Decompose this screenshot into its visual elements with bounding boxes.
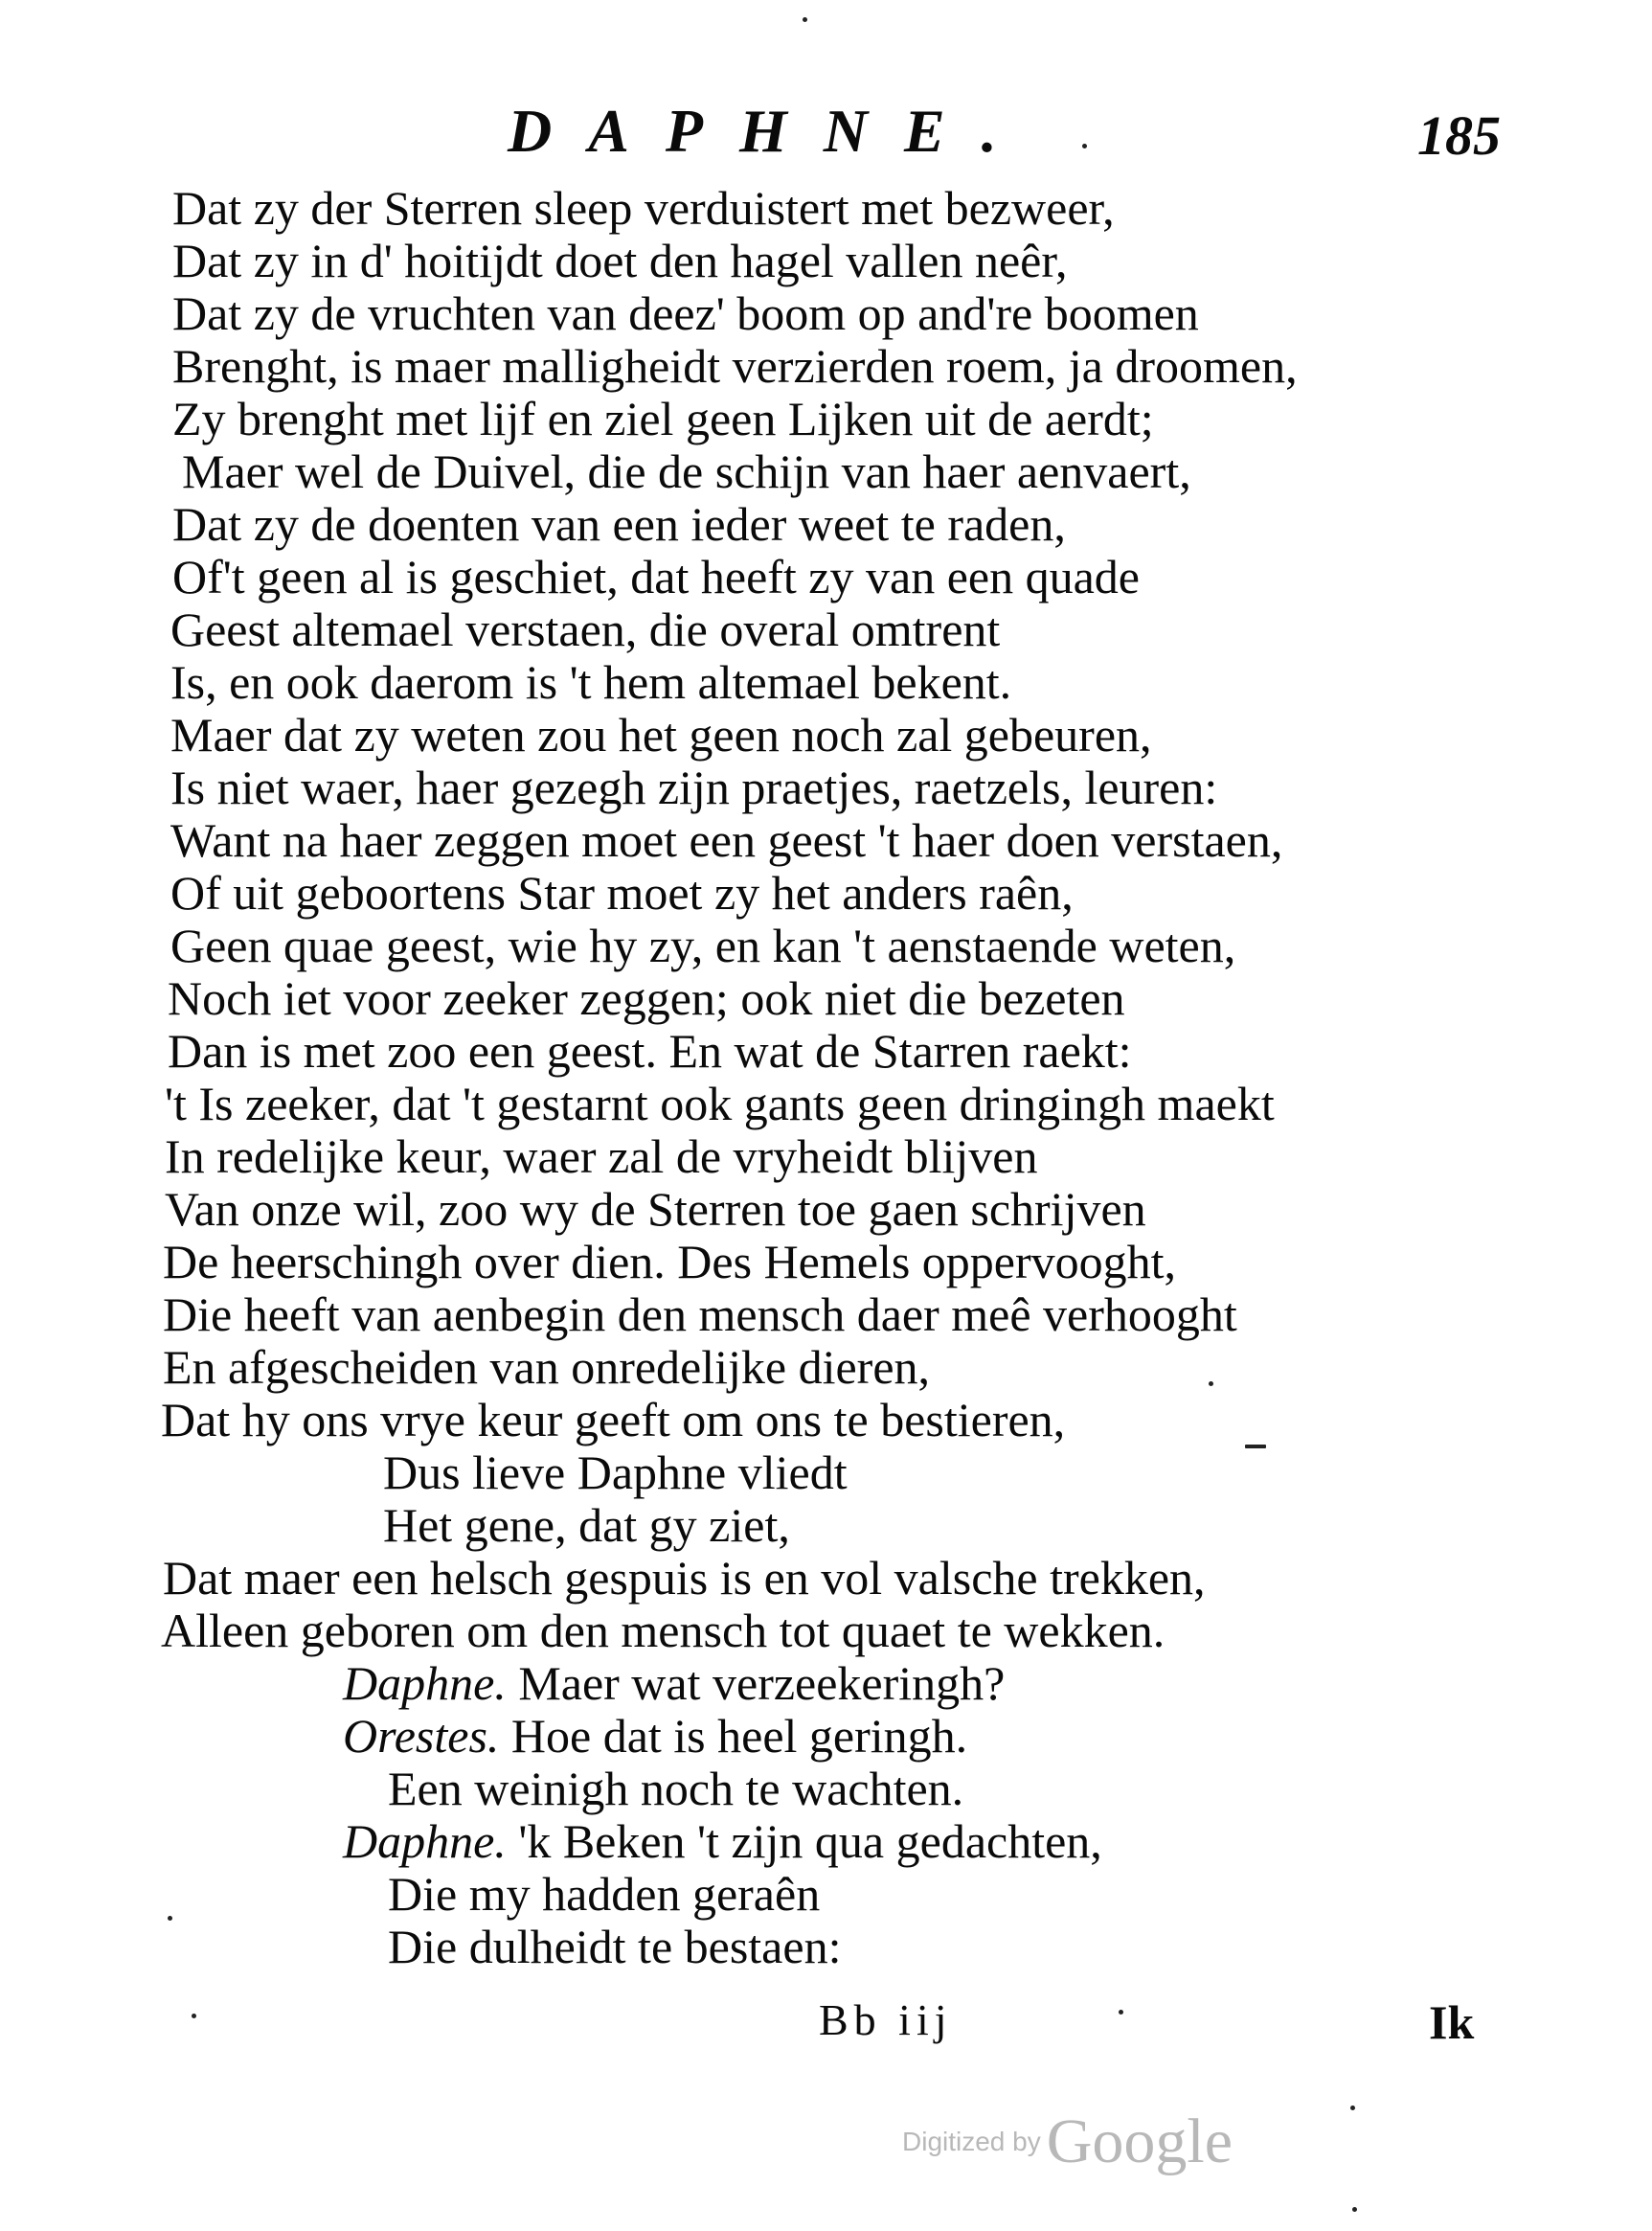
verse-line: Brenght, is maer malligheidt verzierden roem, ja droomen, <box>172 339 1298 393</box>
verse-line: Dan is met zoo een geest. En wat de Starren raekt: <box>168 1024 1132 1078</box>
running-head-title: DAPHNE. <box>508 97 1033 165</box>
verse-line: Daphne. Maer wat verzeekeringh? <box>343 1656 1006 1710</box>
print-speck <box>192 2014 196 2018</box>
verse-line: Is niet waer, haer gezegh zijn praetjes, raetzels, leuren: <box>170 761 1218 814</box>
page-number: 185 <box>1417 104 1501 167</box>
verse-line: De heerschingh over dien. Des Hemels oppervooght, <box>163 1235 1177 1288</box>
verse-line: Die heeft van aenbegin den mensch daer meê verhooght <box>163 1287 1237 1341</box>
print-speck <box>1119 2010 1123 2015</box>
verse-line: Maer wel de Duivel, die de schijn van haer aenvaert, <box>182 444 1191 498</box>
speaker-name: Orestes. <box>343 1709 500 1763</box>
print-speck <box>1350 2106 1355 2110</box>
verse-line: Maer dat zy weten zou het geen noch zal gebeuren, <box>170 708 1152 762</box>
verse-line: Alleen geboren om den mensch tot quaet te wekken. <box>161 1604 1165 1657</box>
catchword: Ik <box>1429 1995 1475 2049</box>
print-speck <box>803 17 807 22</box>
print-speck <box>1245 1445 1266 1448</box>
watermark-logo: Google <box>1046 2106 1233 2176</box>
verse-line: Dus lieve Daphne vliedt <box>383 1446 848 1499</box>
print-speck <box>1082 144 1087 148</box>
verse-line: Van onze wil, zoo wy de Sterren toe gaen schrijven <box>165 1182 1146 1236</box>
verse-line: Dat hy ons vrye keur geeft om ons te bestieren, <box>161 1393 1066 1446</box>
verse-line: Noch iet voor zeeker zeggen; ook niet die bezeten <box>168 971 1125 1025</box>
speaker-name: Daphne. <box>343 1814 507 1868</box>
verse-line: Dat zy der Sterren sleep verduistert met bezweer, <box>172 181 1115 235</box>
verse-line: Geest altemael verstaen, die overal omtrent <box>170 603 1001 656</box>
print-speck <box>168 1916 172 1921</box>
verse-line: Dat zy de doenten van een ieder weet te raden, <box>172 497 1066 551</box>
verse-line: Zy brenght met lijf en ziel geen Lijken uit de aerdt; <box>172 392 1154 445</box>
signature-mark: Bb iij <box>819 1995 953 2044</box>
verse-line: Dat zy in d' hoitijdt doet den hagel vallen neêr, <box>172 234 1068 287</box>
verse-line: Het gene, dat gy ziet, <box>383 1498 790 1552</box>
verse-line: Die dulheidt te bestaen: <box>388 1920 842 1973</box>
verse-line: Is, en ook daerom is 't hem altemael bekent. <box>170 655 1012 709</box>
verse-line: 't Is zeeker, dat 't gestarnt ook gants geen dringingh maekt <box>165 1077 1275 1130</box>
verse-line: In redelijke keur, waer zal de vryheidt blijven <box>165 1129 1038 1183</box>
print-speck <box>1352 2207 1357 2212</box>
speaker-name: Daphne. <box>343 1656 507 1710</box>
verse-line: En afgescheiden van onredelijke dieren, <box>163 1340 931 1394</box>
verse-line: Dat zy de vruchten van deez' boom op and're boomen <box>172 286 1199 340</box>
verse-line: Of't geen al is geschiet, dat heeft zy van een quade <box>172 550 1140 603</box>
verse-line: Die my hadden geraên <box>388 1867 821 1921</box>
digitization-watermark <box>902 2106 1233 2178</box>
verse-line: Of uit geboortens Star moet zy het anders raên, <box>170 866 1074 920</box>
verse-line: Orestes. Hoe dat is heel geringh. <box>343 1709 968 1763</box>
verse-line: Daphne. 'k Beken 't zijn qua gedachten, <box>343 1814 1102 1868</box>
verse-line: Een weinigh noch te wachten. <box>388 1762 964 1815</box>
watermark-prefix: Digitized by <box>902 2127 1041 2156</box>
verse-line: Geen quae geest, wie hy zy, en kan 't aenstaende weten, <box>170 919 1236 972</box>
verse-line: Want na haer zeggen moet een geest 't haer doen verstaen, <box>170 813 1283 867</box>
print-speck <box>1209 1381 1213 1386</box>
verse-line: Dat maer een helsch gespuis is en vol valsche trekken, <box>163 1551 1206 1605</box>
